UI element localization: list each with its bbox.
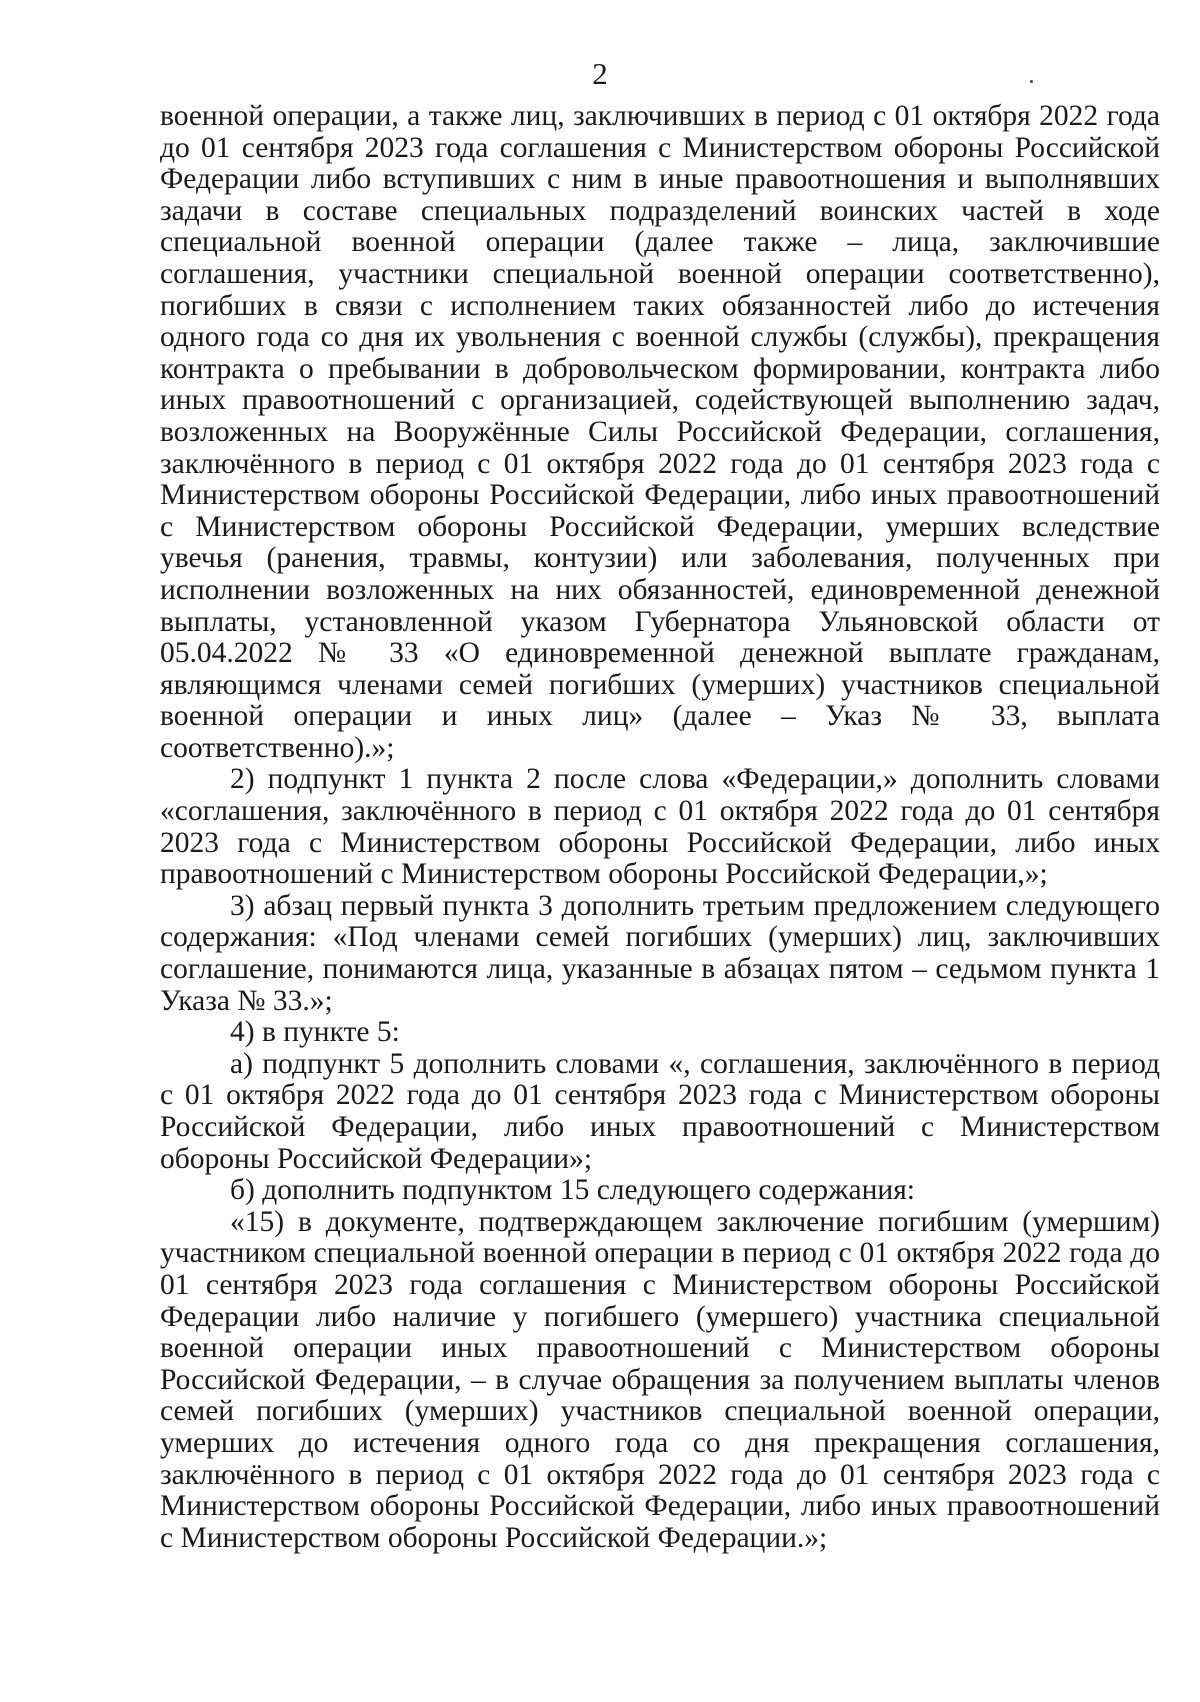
page-number: 2 [592,56,608,91]
paragraph-continuation: военной операции, а также лиц, заключивших в период с 01 октября 2022 года до 01 сентября 2023 года соглашения с Министерством обороны Российской Федерации либо вступивших с ним в иные правоотношения и выполнявших задачи в составе специальных подразделений воинских частей в ходе специальной военной операции (далее также – лица, заключившие соглашения, участники специальной военной операции соответственно), погибших в связи с исполнением таких обязанностей либо до истечения одного года со дня их увольнения с военной службы (службы), прекращения контракта о пребывании в добровольческом формировании, контракта либо иных правоотношений с организацией, содействующей выполнению задач, возложенных на Вооружённые Силы Российской Федерации, соглашения, заключённого в период с 01 октября 2022 года до 01 сентября 2023 года с Министерством обороны Российской Федерации, либо иных правоотношений с Министерством обороны Российской Федерации, умерших вследствие увечья (ранения, травмы, контузии) или заболевания, полученных при исполнении возложенных на них обязанностей, единовременной денежной выплаты, установленной указом Губернатора Ульяновской области от 05.04.2022 № 33 «О единовременной денежной выплате гражданам, являющимся членами семей погибших (умерших) участников специальной военной операции и иных лиц» (далее – Указ № 33, выплата соответственно).»; [160,100,1160,764]
paragraph-subitem-a: а) подпункт 5 дополнить словами «, соглашения, заключённого в период с 01 октября 2022 года до 01 сентября 2023 года с Министерством обороны Российской Федерации, либо иных правоотношений с Министерством обороны Российской Федерации»; [160,1047,1160,1175]
paragraph-item-2: 2) подпункт 1 пункта 2 после слова «Федерации,» дополнить словами «соглашения, заключённого в период с 01 октября 2022 года до 01 сентября 2023 года с Министерством обороны Российской Федерации, либо иных правоотношений с Министерством обороны Российской Федерации,»; [160,763,1160,891]
paragraph-item-4: 4) в пункте 5: [230,1016,400,1049]
paragraph-subitem-15: «15) в документе, подтверждающем заключение погибшим (умершим) участником специальной военной операции в период с 01 октября 2022 года до 01 сентября 2023 года соглашения с Министерством обороны Российской Федерации либо наличие у погибшего (умершего) участника специальной военной операции иных правоотношений с Министерством обороны Российской Федерации, – в случае обращения за получением выплаты членов семей погибших (умерших) участников специальной военной операции, умерших до истечения одного года со дня прекращения соглашения, заключённого в период с 01 октября 2022 года до 01 сентября 2023 года с Министерством обороны Российской Федерации, либо иных правоотношений с Министерством обороны Российской Федерации.»; [160,1205,1160,1554]
document-body [160,101,1160,1554]
scan-speck [1030,80,1033,83]
paragraph-item-3: 3) абзац первый пункта 3 дополнить третьим предложением следующего содержания: «Под членами семей погибших (умерших) лиц, заключивших соглашение, понимаются лица, указанные в абзацах пятом – седьмом пункта 1 Указа № 33.»; [160,889,1160,1017]
paragraph-subitem-b: б) дополнить подпунктом 15 следующего содержания: [230,1174,915,1207]
